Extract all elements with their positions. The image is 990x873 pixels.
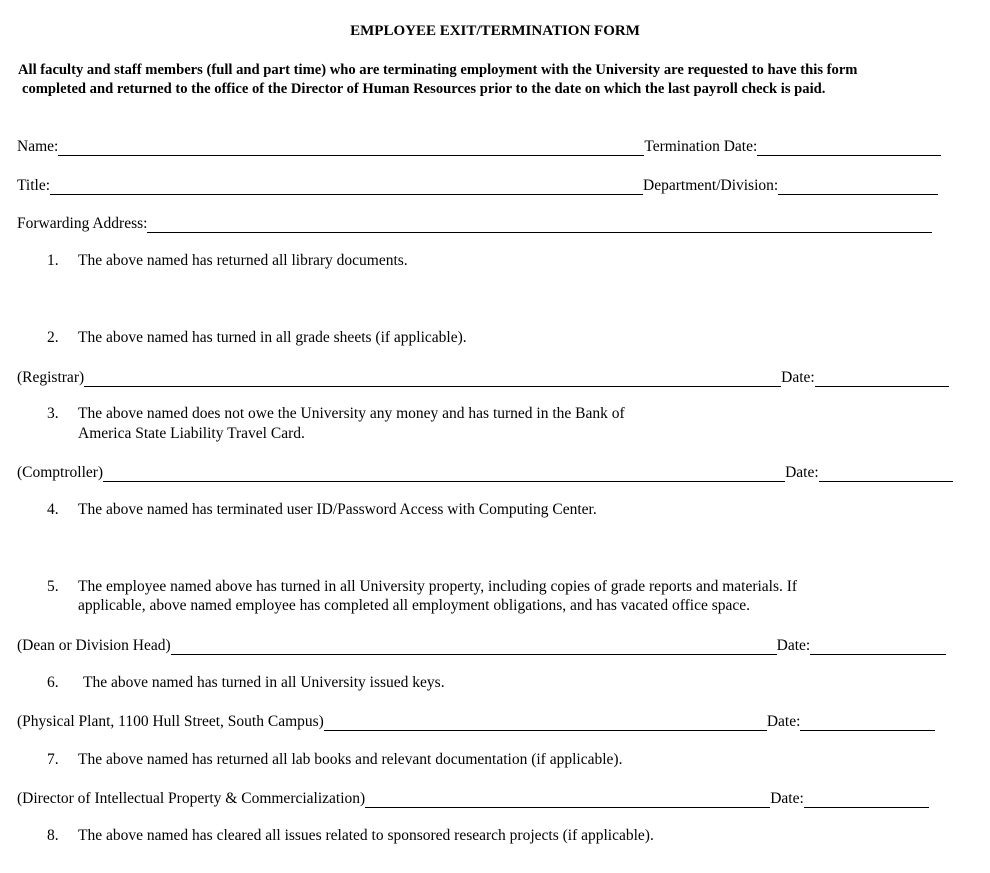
title-label: Title: xyxy=(17,177,51,194)
comptroller-date-field[interactable] xyxy=(819,466,953,482)
comptroller-label: (Comptroller) xyxy=(17,464,104,481)
item-text-line-1: The above named does not owe the University any money and has turned in the Bank of xyxy=(78,405,625,422)
forwarding-address-row xyxy=(17,213,932,233)
physical-plant-label: (Physical Plant, 1100 Hull Street, South Campus) xyxy=(17,713,324,730)
forwarding-address-label: Forwarding Address: xyxy=(17,215,148,232)
item-number: 8. xyxy=(47,827,59,844)
item-text-line-2: applicable, above named employee has completed all employment obligations, and has vacated office space. xyxy=(78,597,750,614)
intro-line-2: completed and returned to the office of the Director of Human Resources prior to the date on which the last payroll check is paid. xyxy=(22,81,826,97)
director-ip-date-field[interactable] xyxy=(804,792,929,808)
item-number: 7. xyxy=(47,751,59,768)
name-row xyxy=(17,136,941,156)
dean-signature-field[interactable] xyxy=(171,639,777,655)
physical-plant-date-field[interactable] xyxy=(800,715,935,731)
forwarding-address-field[interactable] xyxy=(147,217,932,233)
registrar-date-label: Date: xyxy=(781,369,815,386)
comptroller-signature-row xyxy=(17,462,953,482)
form-title: EMPLOYEE EXIT/TERMINATION FORM xyxy=(350,23,640,39)
department-field[interactable] xyxy=(778,179,938,195)
dean-label: (Dean or Division Head) xyxy=(17,637,171,654)
item-number: 4. xyxy=(47,501,59,518)
title-row xyxy=(17,175,938,195)
registrar-date-field[interactable] xyxy=(815,371,949,387)
item-text-line-2: America State Liability Travel Card. xyxy=(78,425,305,442)
dean-date-field[interactable] xyxy=(810,639,946,655)
item-text: The above named has cleared all issues related to sponsored research projects (if applicable). xyxy=(78,827,654,844)
director-ip-signature-row xyxy=(17,788,929,808)
title-field[interactable] xyxy=(50,179,643,195)
item-text: The above named has turned in all grade sheets (if applicable). xyxy=(78,329,467,346)
item-text: The above named has terminated user ID/Password Access with Computing Center. xyxy=(78,501,597,518)
item-text-line-1: The employee named above has turned in all University property, including copies of grade reports and materials. If xyxy=(78,578,798,595)
director-ip-date-label: Date: xyxy=(770,790,804,807)
name-label: Name: xyxy=(17,138,59,155)
comptroller-date-label: Date: xyxy=(785,464,819,481)
department-label: Department/Division: xyxy=(643,177,779,194)
registrar-signature-field[interactable] xyxy=(84,371,781,387)
dean-date-label: Date: xyxy=(776,637,811,654)
item-number: 6. xyxy=(47,674,59,691)
intro-line-1: All faculty and staff members (full and part time) who are terminating employment with the University are requested to have this form xyxy=(18,62,858,78)
physical-plant-signature-field[interactable] xyxy=(324,715,767,731)
termination-date-field[interactable] xyxy=(757,140,941,156)
physical-plant-date-label: Date: xyxy=(766,713,801,730)
item-text: The above named has returned all library documents. xyxy=(78,252,408,269)
item-number: 3. xyxy=(47,405,59,422)
item-text: The above named has turned in all University issued keys. xyxy=(83,674,445,691)
director-ip-signature-field[interactable] xyxy=(365,792,770,808)
registrar-signature-row xyxy=(17,367,949,387)
comptroller-signature-field[interactable] xyxy=(103,466,785,482)
termination-date-label: Termination Date: xyxy=(644,138,758,155)
item-number: 1. xyxy=(47,252,59,269)
dean-signature-row xyxy=(17,635,946,655)
physical-plant-signature-row xyxy=(17,711,935,731)
registrar-label: (Registrar) xyxy=(17,369,85,386)
name-field[interactable] xyxy=(58,140,644,156)
item-text: The above named has returned all lab books and relevant documentation (if applicable). xyxy=(78,751,623,768)
item-number: 5. xyxy=(47,578,59,595)
item-number: 2. xyxy=(47,329,59,346)
director-ip-label: (Director of Intellectual Property & Commercialization) xyxy=(17,790,366,807)
